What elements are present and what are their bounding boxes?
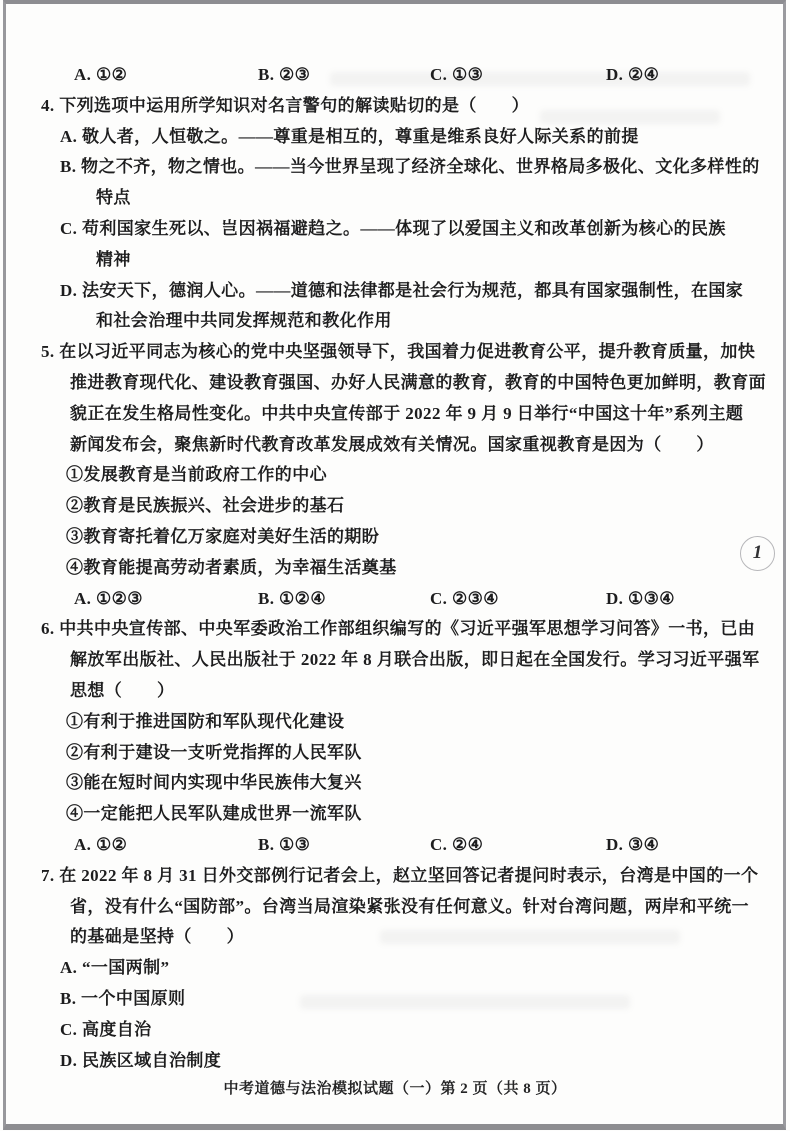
answer-option-d: D. ②④ [606, 65, 660, 84]
option-c-line: C. 苟利国家生死以、岂因祸福避趋之。——体现了以爱国主义和改革创新为核心的民族 [60, 218, 726, 238]
question-stem: 7. 在 2022 年 8 月 31 日外交部例行记者会上，赵立坚回答记者提问时表示，台湾是中国的一个 [41, 865, 759, 885]
question-stem-wrap: 推进教育现代化、建设教育强国、办好人民满意的教育，教育的中国特色更加鲜明，教育面 [70, 372, 766, 392]
question-stem-wrap: 省，没有什么“国防部”。台湾当局渲染紧张没有任何意义。针对台湾问题，两岸和平统一 [70, 896, 749, 916]
question-stem: 4. 下列选项中运用所学知识对名言警句的解读贴切的是（ ） [41, 95, 529, 115]
option-b-line: B. 一个中国原则 [60, 988, 186, 1008]
question-stem-wrap: 新闻发布会，聚焦新时代教育改革发展成效有关情况。国家重视教育是因为（ ） [70, 434, 714, 454]
exam-content [0, 60, 790, 1076]
question-5 [0, 337, 790, 614]
statement-3: ③能在短时间内实现中华民族伟大复兴 [66, 773, 362, 793]
answer-option-b: B. ①③ [258, 834, 311, 854]
statement-4: ④一定能把人民军队建成世界一流军队 [66, 804, 362, 824]
question-stem-wrap: 解放军出版社、人民出版社于 2022 年 8 月联合出版，即日起在全国发行。学习习近平强军 [70, 650, 760, 670]
question-stem: 6. 中共中央宣传部、中央军委政治工作部组织编写的《习近平强军思想学习问答》一书，已由 [41, 619, 756, 639]
answer-option-c: C. ①③ [430, 65, 484, 84]
carryover-answer-row [0, 60, 790, 91]
option-a-line: A. 敬人者，人恒敬之。——尊重是相互的，尊重是维系良好人际关系的前提 [60, 126, 639, 146]
answer-option-a: A. ①②③ [74, 588, 143, 608]
answer-option-a: A. ①② [74, 834, 128, 854]
statement-3: ③教育寄托着亿万家庭对美好生活的期盼 [66, 526, 380, 546]
option-d-line: D. 法安天下，德润人心。——道德和法律都是社会行为规范，都具有国家强制性，在国家 [60, 280, 744, 300]
answer-row [0, 830, 790, 861]
question-stem-wrap: 的基础是坚持（ ） [70, 927, 244, 947]
option-c-wrap-line: 精神 [96, 249, 131, 269]
question-6 [0, 614, 790, 860]
question-stem-wrap: 思想（ ） [70, 680, 175, 700]
statement-1: ①发展教育是当前政府工作的中心 [66, 465, 327, 485]
answer-row [0, 584, 790, 615]
answer-option-d: D. ①③④ [606, 588, 675, 608]
answer-option-c: C. ②③④ [430, 588, 499, 608]
answer-option-d: D. ③④ [606, 834, 660, 854]
page-number-marker [740, 536, 775, 571]
statement-2: ②有利于建设一支听党指挥的人民军队 [66, 742, 362, 762]
answer-option-c: C. ②④ [430, 834, 484, 854]
question-4 [0, 91, 790, 337]
option-b-line: B. 物之不齐，物之情也。——当今世界呈现了经济全球化、世界格局多极化、文化多样性的 [60, 157, 760, 177]
question-stem: 5. 在以习近平同志为核心的党中央坚强领导下，我国着力促进教育公平，提升教育质量，加快 [41, 342, 756, 362]
answer-option-b: B. ②③ [258, 65, 311, 84]
page-number-marker-text: 1 [752, 542, 763, 563]
statement-1: ①有利于推进国防和军队现代化建设 [66, 711, 345, 731]
option-d-wrap-line: 和社会治理中共同发挥规范和教化作用 [96, 311, 392, 331]
option-a-line: A. “一国两制” [60, 958, 170, 978]
question-7 [0, 861, 790, 1077]
page-footer: 中考道德与法治模拟试题（一）第 2 页（共 8 页） [223, 1081, 567, 1097]
option-b-wrap-line: 特点 [96, 188, 131, 208]
question-stem-wrap: 貌正在发生格局性变化。中共中央宣传部于 2022 年 9 月 9 日举行“中国这十年”系列主题 [70, 403, 744, 423]
answer-option-a: A. ①② [74, 65, 128, 84]
option-d-line: D. 民族区域自治制度 [60, 1050, 222, 1070]
statement-4: ④教育能提高劳动者素质，为幸福生活奠基 [66, 557, 397, 577]
answer-option-b: B. ①②④ [258, 588, 326, 608]
option-c-line: C. 高度自治 [60, 1019, 152, 1039]
statement-2: ②教育是民族振兴、社会进步的基石 [66, 496, 345, 516]
